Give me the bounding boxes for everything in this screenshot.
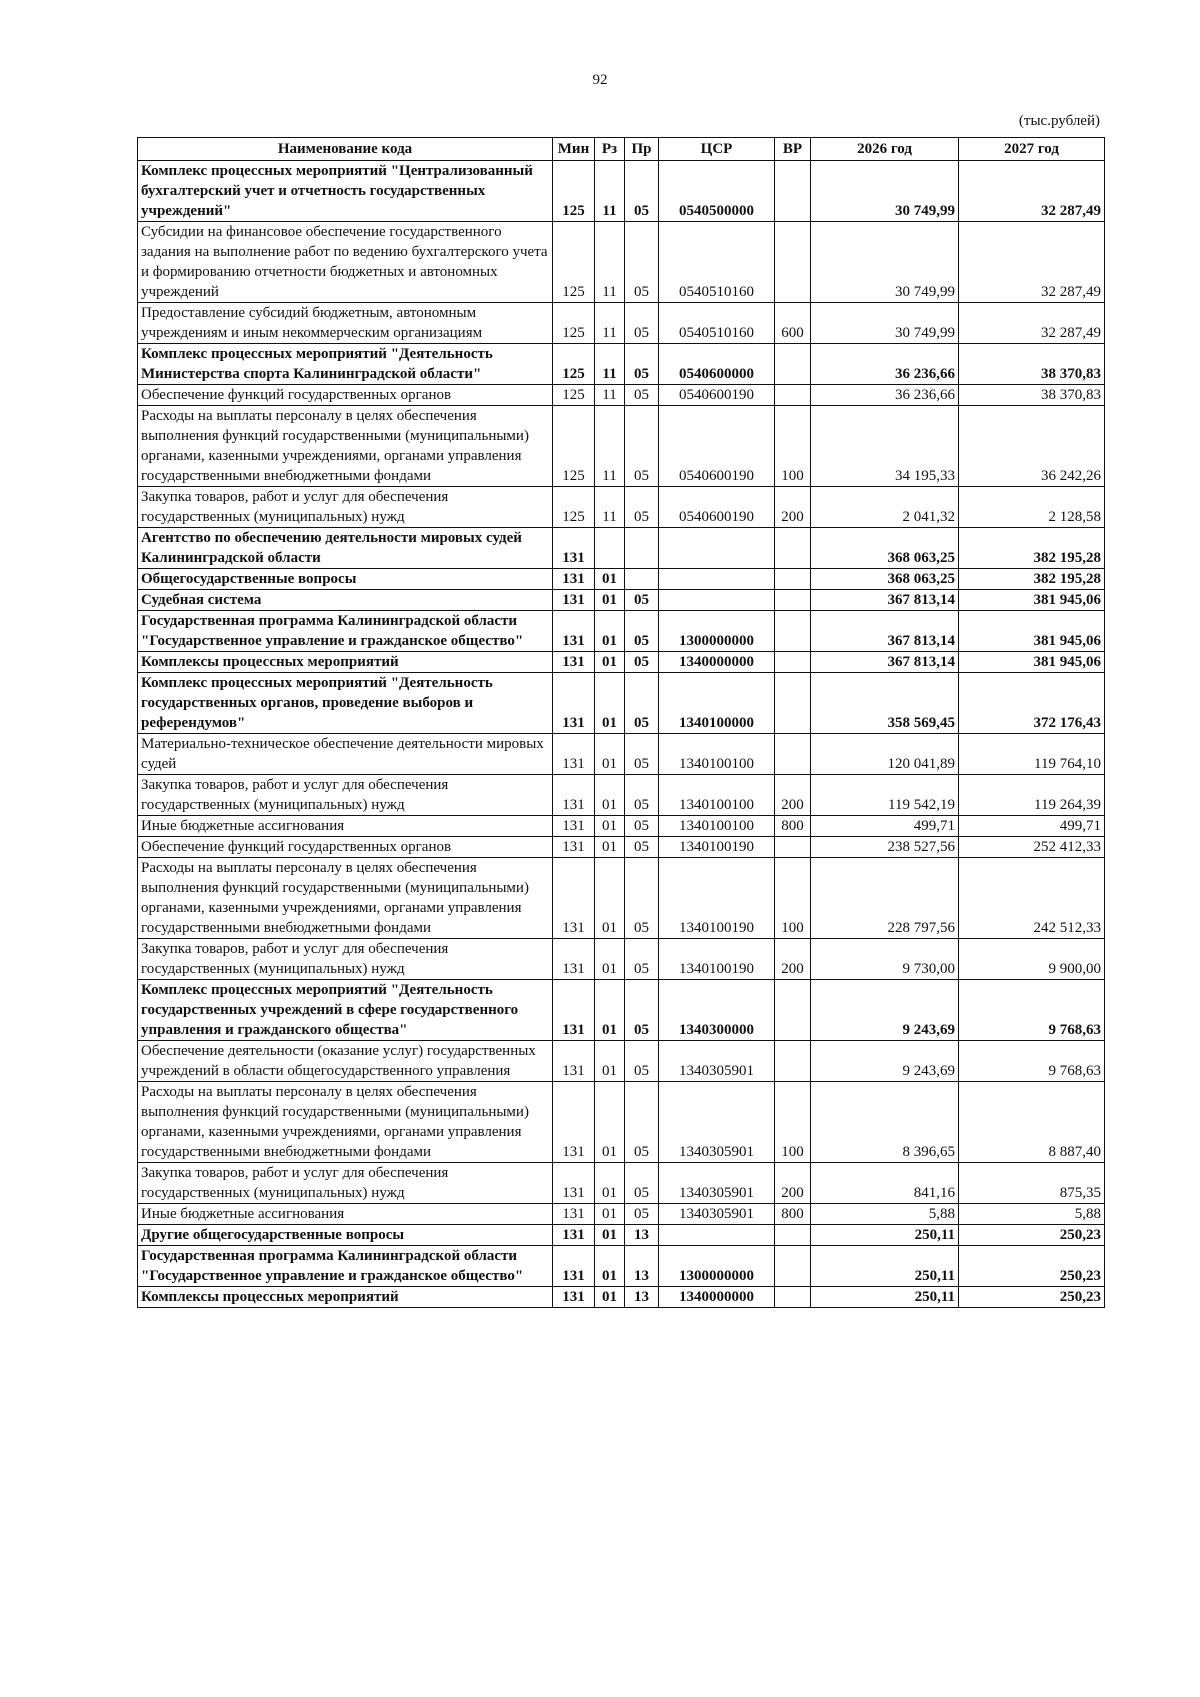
cell-min: 131 xyxy=(553,652,595,673)
cell-csr: 0540600190 xyxy=(659,487,775,528)
cell-name: Закупка товаров, работ и услуг для обеспечения государственных (муниципальных) нужд xyxy=(138,775,553,816)
cell-name: Комплекс процессных мероприятий "Деятельность государственных органов, проведение выборов и референдумов" xyxy=(138,673,553,734)
cell-vr: 200 xyxy=(775,939,811,980)
cell-pr: 05 xyxy=(625,385,659,406)
cell-csr: 1340100100 xyxy=(659,734,775,775)
cell-2026: 8 396,65 xyxy=(811,1082,959,1163)
cell-vr: 200 xyxy=(775,1163,811,1204)
cell-rz: 01 xyxy=(595,1225,625,1246)
cell-2027: 499,71 xyxy=(959,816,1105,837)
table-row xyxy=(138,569,1105,590)
cell-csr: 0540600000 xyxy=(659,344,775,385)
cell-pr: 13 xyxy=(625,1246,659,1287)
cell-2027: 38 370,83 xyxy=(959,385,1105,406)
cell-vr xyxy=(775,611,811,652)
cell-pr: 05 xyxy=(625,222,659,303)
cell-pr: 05 xyxy=(625,1204,659,1225)
cell-2026: 499,71 xyxy=(811,816,959,837)
cell-name: Закупка товаров, работ и услуг для обеспечения государственных (муниципальных) нужд xyxy=(138,1163,553,1204)
cell-pr: 05 xyxy=(625,734,659,775)
cell-vr xyxy=(775,222,811,303)
cell-rz: 11 xyxy=(595,161,625,222)
cell-2026: 228 797,56 xyxy=(811,858,959,939)
cell-min: 125 xyxy=(553,385,595,406)
cell-rz: 01 xyxy=(595,1041,625,1082)
cell-name: Закупка товаров, работ и услуг для обеспечения государственных (муниципальных) нужд xyxy=(138,939,553,980)
table-row xyxy=(138,303,1105,344)
cell-csr: 1340100100 xyxy=(659,775,775,816)
cell-csr: 0540600190 xyxy=(659,406,775,487)
cell-csr: 1300000000 xyxy=(659,611,775,652)
cell-name: Расходы на выплаты персоналу в целях обеспечения выполнения функций государственными (муниципальными) органами, казенными учреждениями, органами управления государственными внебюджетными фондами xyxy=(138,1082,553,1163)
cell-csr: 1340305901 xyxy=(659,1041,775,1082)
cell-2026: 30 749,99 xyxy=(811,161,959,222)
cell-name: Государственная программа Калининградской области "Государственное управление и гражданское общество" xyxy=(138,1246,553,1287)
table-row xyxy=(138,611,1105,652)
cell-rz: 01 xyxy=(595,775,625,816)
cell-2027: 381 945,06 xyxy=(959,652,1105,673)
cell-min: 131 xyxy=(553,980,595,1041)
table-row xyxy=(138,980,1105,1041)
cell-pr: 13 xyxy=(625,1287,659,1308)
col-header-2027: 2027 год xyxy=(959,138,1105,161)
cell-2027: 250,23 xyxy=(959,1246,1105,1287)
cell-min: 131 xyxy=(553,837,595,858)
cell-pr: 05 xyxy=(625,652,659,673)
cell-vr xyxy=(775,652,811,673)
cell-pr: 05 xyxy=(625,980,659,1041)
page-number: 92 xyxy=(592,72,608,88)
cell-vr: 100 xyxy=(775,406,811,487)
table-row xyxy=(138,837,1105,858)
cell-pr: 05 xyxy=(625,939,659,980)
cell-2026: 841,16 xyxy=(811,1163,959,1204)
cell-vr xyxy=(775,837,811,858)
cell-vr: 100 xyxy=(775,1082,811,1163)
cell-2026: 9 243,69 xyxy=(811,980,959,1041)
cell-2026: 119 542,19 xyxy=(811,775,959,816)
cell-name: Комплексы процессных мероприятий xyxy=(138,1287,553,1308)
cell-min: 131 xyxy=(553,1225,595,1246)
table-row xyxy=(138,858,1105,939)
cell-2026: 34 195,33 xyxy=(811,406,959,487)
cell-name: Комплекс процессных мероприятий "Деятельность государственных учреждений в сфере государственного управления и гражданского общества" xyxy=(138,980,553,1041)
cell-rz: 01 xyxy=(595,1082,625,1163)
cell-pr: 05 xyxy=(625,487,659,528)
cell-2026: 367 813,14 xyxy=(811,611,959,652)
cell-vr xyxy=(775,673,811,734)
cell-name: Комплексы процессных мероприятий xyxy=(138,652,553,673)
table-row xyxy=(138,1246,1105,1287)
cell-rz: 11 xyxy=(595,222,625,303)
cell-min: 131 xyxy=(553,816,595,837)
cell-name: Иные бюджетные ассигнования xyxy=(138,1204,553,1225)
cell-vr xyxy=(775,734,811,775)
cell-rz: 01 xyxy=(595,1204,625,1225)
cell-2027: 36 242,26 xyxy=(959,406,1105,487)
cell-rz: 01 xyxy=(595,837,625,858)
cell-pr: 05 xyxy=(625,775,659,816)
cell-csr xyxy=(659,528,775,569)
table-row xyxy=(138,528,1105,569)
cell-2026: 368 063,25 xyxy=(811,569,959,590)
cell-min: 131 xyxy=(553,1287,595,1308)
cell-pr: 13 xyxy=(625,1225,659,1246)
cell-rz: 01 xyxy=(595,590,625,611)
cell-vr xyxy=(775,590,811,611)
cell-min: 131 xyxy=(553,939,595,980)
table-row xyxy=(138,487,1105,528)
cell-min: 131 xyxy=(553,1246,595,1287)
cell-min: 131 xyxy=(553,528,595,569)
cell-csr xyxy=(659,569,775,590)
cell-2026: 36 236,66 xyxy=(811,385,959,406)
cell-rz: 11 xyxy=(595,303,625,344)
cell-name: Комплекс процессных мероприятий "Деятельность Министерства спорта Калининградской области" xyxy=(138,344,553,385)
cell-csr: 1300000000 xyxy=(659,1246,775,1287)
cell-pr: 05 xyxy=(625,1041,659,1082)
table-row xyxy=(138,939,1105,980)
cell-rz: 11 xyxy=(595,344,625,385)
cell-min: 125 xyxy=(553,344,595,385)
col-header-pr: Пр xyxy=(625,138,659,161)
cell-2027: 9 768,63 xyxy=(959,980,1105,1041)
cell-2027: 8 887,40 xyxy=(959,1082,1105,1163)
cell-2026: 238 527,56 xyxy=(811,837,959,858)
cell-name: Субсидии на финансовое обеспечение государственного задания на выполнение работ по ведению бухгалтерского учета и формированию отчетности бюджетных и автономных учреждений xyxy=(138,222,553,303)
cell-vr: 800 xyxy=(775,816,811,837)
cell-vr xyxy=(775,385,811,406)
cell-csr: 0540600190 xyxy=(659,385,775,406)
cell-min: 125 xyxy=(553,406,595,487)
cell-rz: 01 xyxy=(595,816,625,837)
cell-2027: 9 768,63 xyxy=(959,1041,1105,1082)
cell-name: Комплекс процессных мероприятий "Централизованный бухгалтерский учет и отчетность государственных учреждений" xyxy=(138,161,553,222)
table-body xyxy=(138,161,1105,1308)
cell-name: Обеспечение функций государственных органов xyxy=(138,385,553,406)
cell-min: 131 xyxy=(553,1204,595,1225)
cell-min: 131 xyxy=(553,775,595,816)
cell-rz: 01 xyxy=(595,1163,625,1204)
cell-2026: 367 813,14 xyxy=(811,652,959,673)
table-row xyxy=(138,734,1105,775)
cell-rz: 01 xyxy=(595,673,625,734)
cell-csr: 1340100100 xyxy=(659,816,775,837)
cell-vr: 800 xyxy=(775,1204,811,1225)
cell-name: Обеспечение функций государственных органов xyxy=(138,837,553,858)
cell-rz: 01 xyxy=(595,611,625,652)
col-header-csr: ЦСР xyxy=(659,138,775,161)
table-row xyxy=(138,161,1105,222)
cell-name: Иные бюджетные ассигнования xyxy=(138,816,553,837)
cell-2027: 119 264,39 xyxy=(959,775,1105,816)
cell-2027: 372 176,43 xyxy=(959,673,1105,734)
cell-2026: 367 813,14 xyxy=(811,590,959,611)
cell-2027: 381 945,06 xyxy=(959,590,1105,611)
table-row xyxy=(138,590,1105,611)
cell-min: 131 xyxy=(553,734,595,775)
cell-min: 131 xyxy=(553,611,595,652)
cell-vr xyxy=(775,1287,811,1308)
cell-csr: 0540500000 xyxy=(659,161,775,222)
cell-2027: 119 764,10 xyxy=(959,734,1105,775)
cell-pr: 05 xyxy=(625,344,659,385)
cell-csr: 1340100190 xyxy=(659,858,775,939)
cell-2026: 5,88 xyxy=(811,1204,959,1225)
cell-min: 125 xyxy=(553,487,595,528)
cell-name: Судебная система xyxy=(138,590,553,611)
cell-name: Общегосударственные вопросы xyxy=(138,569,553,590)
cell-rz: 01 xyxy=(595,858,625,939)
cell-name: Агентство по обеспечению деятельности мировых судей Калининградской области xyxy=(138,528,553,569)
table-row xyxy=(138,1082,1105,1163)
cell-2026: 250,11 xyxy=(811,1246,959,1287)
table-header-row xyxy=(138,138,1105,161)
cell-vr xyxy=(775,161,811,222)
table-row xyxy=(138,406,1105,487)
table-row xyxy=(138,1204,1105,1225)
cell-pr: 05 xyxy=(625,590,659,611)
cell-2027: 38 370,83 xyxy=(959,344,1105,385)
cell-pr: 05 xyxy=(625,816,659,837)
cell-pr xyxy=(625,528,659,569)
cell-rz: 01 xyxy=(595,939,625,980)
col-header-name: Наименование кода xyxy=(138,138,553,161)
cell-name: Другие общегосударственные вопросы xyxy=(138,1225,553,1246)
cell-min: 131 xyxy=(553,858,595,939)
cell-2027: 5,88 xyxy=(959,1204,1105,1225)
cell-2026: 368 063,25 xyxy=(811,528,959,569)
cell-vr: 100 xyxy=(775,858,811,939)
cell-csr: 1340100190 xyxy=(659,837,775,858)
cell-pr: 05 xyxy=(625,161,659,222)
cell-name: Материально-техническое обеспечение деятельности мировых судей xyxy=(138,734,553,775)
cell-2026: 2 041,32 xyxy=(811,487,959,528)
cell-rz: 01 xyxy=(595,734,625,775)
cell-csr xyxy=(659,590,775,611)
cell-2026: 30 749,99 xyxy=(811,222,959,303)
col-header-min: Мин xyxy=(553,138,595,161)
cell-2027: 250,23 xyxy=(959,1225,1105,1246)
cell-2026: 120 041,89 xyxy=(811,734,959,775)
units-label: (тыс.рублей) xyxy=(1018,113,1100,129)
cell-2026: 358 569,45 xyxy=(811,673,959,734)
cell-rz: 01 xyxy=(595,1287,625,1308)
cell-csr: 1340100000 xyxy=(659,673,775,734)
budget-table xyxy=(137,137,1105,1308)
cell-pr: 05 xyxy=(625,858,659,939)
cell-vr xyxy=(775,1225,811,1246)
cell-csr xyxy=(659,1225,775,1246)
cell-csr: 1340305901 xyxy=(659,1082,775,1163)
cell-rz: 11 xyxy=(595,487,625,528)
cell-rz xyxy=(595,528,625,569)
cell-rz: 01 xyxy=(595,980,625,1041)
cell-rz: 11 xyxy=(595,385,625,406)
cell-2026: 250,11 xyxy=(811,1287,959,1308)
cell-pr: 05 xyxy=(625,837,659,858)
cell-min: 131 xyxy=(553,590,595,611)
cell-2027: 252 412,33 xyxy=(959,837,1105,858)
table-row xyxy=(138,816,1105,837)
cell-2027: 32 287,49 xyxy=(959,222,1105,303)
cell-2027: 9 900,00 xyxy=(959,939,1105,980)
cell-name: Предоставление субсидий бюджетным, автономным учреждениям и иным некоммерческим организациям xyxy=(138,303,553,344)
cell-min: 125 xyxy=(553,303,595,344)
cell-pr: 05 xyxy=(625,406,659,487)
cell-vr xyxy=(775,980,811,1041)
cell-csr: 1340305901 xyxy=(659,1163,775,1204)
cell-rz: 11 xyxy=(595,406,625,487)
table-row xyxy=(138,1225,1105,1246)
cell-min: 131 xyxy=(553,1163,595,1204)
cell-2027: 875,35 xyxy=(959,1163,1105,1204)
cell-name: Расходы на выплаты персоналу в целях обеспечения выполнения функций государственными (муниципальными) органами, казенными учреждениями, органами управления государственными внебюджетными фондами xyxy=(138,858,553,939)
table-row xyxy=(138,1163,1105,1204)
cell-vr: 600 xyxy=(775,303,811,344)
cell-pr: 05 xyxy=(625,1163,659,1204)
cell-min: 125 xyxy=(553,222,595,303)
cell-vr xyxy=(775,528,811,569)
cell-2027: 32 287,49 xyxy=(959,161,1105,222)
cell-name: Государственная программа Калининградской области "Государственное управление и гражданское общество" xyxy=(138,611,553,652)
cell-pr xyxy=(625,569,659,590)
cell-2026: 36 236,66 xyxy=(811,344,959,385)
cell-min: 131 xyxy=(553,673,595,734)
cell-rz: 01 xyxy=(595,1246,625,1287)
cell-2027: 242 512,33 xyxy=(959,858,1105,939)
cell-pr: 05 xyxy=(625,1082,659,1163)
cell-vr: 200 xyxy=(775,487,811,528)
cell-pr: 05 xyxy=(625,611,659,652)
cell-vr xyxy=(775,569,811,590)
col-header-rz: Рз xyxy=(595,138,625,161)
cell-csr: 0540510160 xyxy=(659,222,775,303)
table-row xyxy=(138,673,1105,734)
cell-csr: 1340000000 xyxy=(659,652,775,673)
cell-csr: 1340100190 xyxy=(659,939,775,980)
cell-2027: 381 945,06 xyxy=(959,611,1105,652)
cell-name: Закупка товаров, работ и услуг для обеспечения государственных (муниципальных) нужд xyxy=(138,487,553,528)
cell-min: 131 xyxy=(553,1082,595,1163)
table-row xyxy=(138,385,1105,406)
cell-pr: 05 xyxy=(625,673,659,734)
cell-csr: 1340000000 xyxy=(659,1287,775,1308)
cell-2026: 250,11 xyxy=(811,1225,959,1246)
cell-2027: 2 128,58 xyxy=(959,487,1105,528)
table-row xyxy=(138,344,1105,385)
cell-2027: 250,23 xyxy=(959,1287,1105,1308)
cell-2027: 382 195,28 xyxy=(959,528,1105,569)
cell-vr xyxy=(775,1246,811,1287)
cell-2026: 9 243,69 xyxy=(811,1041,959,1082)
table-row xyxy=(138,1041,1105,1082)
col-header-2026: 2026 год xyxy=(811,138,959,161)
cell-pr: 05 xyxy=(625,303,659,344)
cell-csr: 1340305901 xyxy=(659,1204,775,1225)
cell-min: 125 xyxy=(553,161,595,222)
cell-2027: 382 195,28 xyxy=(959,569,1105,590)
cell-2026: 9 730,00 xyxy=(811,939,959,980)
col-header-vr: ВР xyxy=(775,138,811,161)
table-row xyxy=(138,1287,1105,1308)
table-row xyxy=(138,222,1105,303)
cell-min: 131 xyxy=(553,569,595,590)
cell-vr xyxy=(775,1041,811,1082)
cell-vr xyxy=(775,344,811,385)
cell-2027: 32 287,49 xyxy=(959,303,1105,344)
cell-csr: 0540510160 xyxy=(659,303,775,344)
table-row xyxy=(138,652,1105,673)
cell-rz: 01 xyxy=(595,569,625,590)
cell-csr: 1340300000 xyxy=(659,980,775,1041)
cell-name: Обеспечение деятельности (оказание услуг) государственных учреждений в области общегосударственного управления xyxy=(138,1041,553,1082)
cell-rz: 01 xyxy=(595,652,625,673)
cell-2026: 30 749,99 xyxy=(811,303,959,344)
cell-vr: 200 xyxy=(775,775,811,816)
table-row xyxy=(138,775,1105,816)
cell-name: Расходы на выплаты персоналу в целях обеспечения выполнения функций государственными (муниципальными) органами, казенными учреждениями, органами управления государственными внебюджетными фондами xyxy=(138,406,553,487)
cell-min: 131 xyxy=(553,1041,595,1082)
